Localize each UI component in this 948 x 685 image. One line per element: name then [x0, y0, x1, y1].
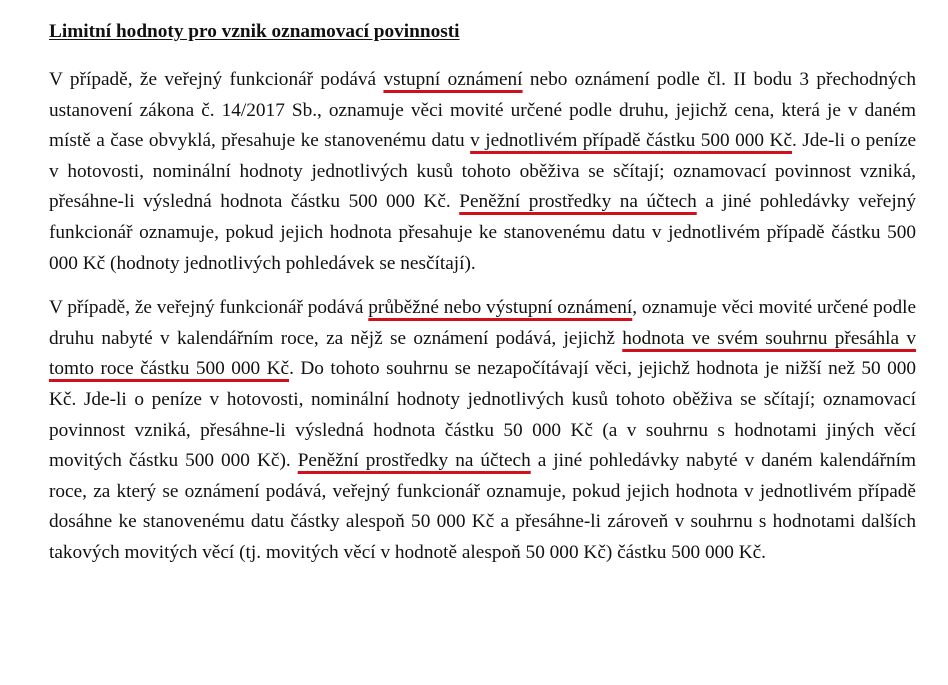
highlight-penezni-prostredky: Peněžní prostředky na účtech	[297, 450, 531, 472]
highlight-vstupni-oznameni: vstupní oznámení	[383, 69, 523, 90]
paragraph-2-text: . Do tohoto souhrnu se nezapočítávají věci, jejichž hodnota je nižší než 50 000 Kč. Jde-li o peníze v hotovosti, nominální hodnoty jednotlivých kusů tohoto oběživa se sčítají; oznamovací povinnost vzniká, přesáhne-li výsledná hodnota částku 50 000 Kč (a v souhrnu s hodnotami jiných věcí movitých částku 500 000 Kč).	[49, 358, 916, 472]
paragraph-1-text: . Jde-li o peníze v hotovosti, nominální hodnoty jednotlivých kusů tohoto oběživa se sčítají; oznamovací povinnost vzniká, přesáhne-li výsledná hodnota částku 500 000 Kč.	[49, 130, 916, 213]
paragraph-2-text: , oznamuje věci movité určené podle druhu nabyté v kalendářním roce, za nějž se oznámení podává, jejichž	[49, 297, 917, 349]
highlight-limit-500000: v jednotlivém případě částku 500 000 Kč	[470, 130, 793, 152]
highlight-penezni-prostredky: Peněžní prostředky na účtech	[459, 191, 697, 213]
paragraph-1-text: nebo oznámení podle čl. II bodu 3 přechodných ustanovení zákona č. 14/2017 Sb., oznamuje věci movité určené podle druhu, jejichž cena, která je v daném místě a čase obvyklá, přesahuje ke stanovenému datu	[49, 69, 916, 152]
paragraph-2	[49, 293, 916, 568]
highlight-prubezne-vystupni: průběžné nebo výstupní oznámení	[368, 297, 633, 319]
paragraph-2-text: V případě, že veřejný funkcionář podává	[49, 297, 369, 319]
paragraph-1-text: V případě, že veřejný funkcionář podává	[49, 69, 384, 90]
paragraph-1	[49, 65, 916, 279]
paragraph-1-text: a jiné pohledávky veřejný funkcionář oznamuje, pokud jejich hodnota přesahuje ke stanovenému datu v jednotlivém případě částku 500 000 Kč (hodnoty jednotlivých pohledávek se nesčítají).	[49, 191, 916, 274]
paragraph-2-text: a jiné pohledávky nabyté v daném kalendářním roce, za který se oznámení podává, veřejný funkcionář oznamuje, pokud jejich hodnota v jednotlivém případě dosáhne ke stanovenému datu částky alespoň 50 000 Kč a přesáhne-li zároveň v souhrnu s hodnotami dalších takových movitých věcí (tj. movitých věcí v hodnotě alespoň 50 000 Kč) částku 500 000 Kč.	[49, 450, 916, 563]
section-heading: Limitní hodnoty pro vznik oznamovací povinnosti	[49, 21, 460, 42]
highlight-souhrn-500000: hodnota ve svém souhrnu přesáhla v tomto roce částku 500 000 Kč	[49, 327, 916, 380]
